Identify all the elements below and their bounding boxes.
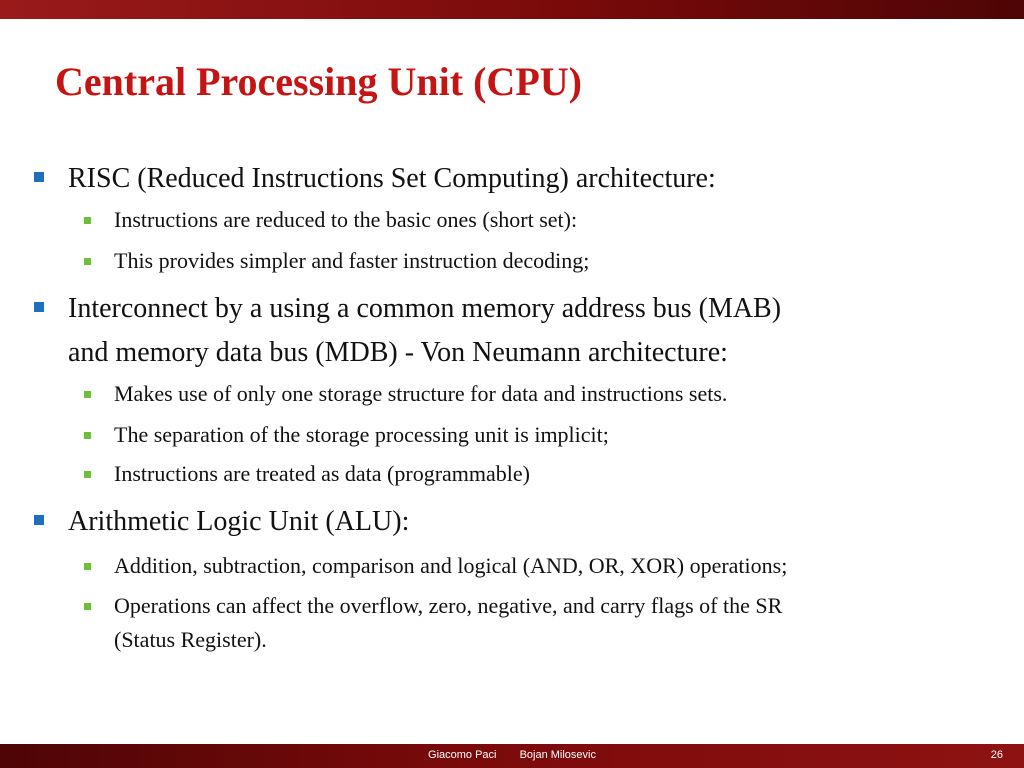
small-square-bullet-icon [84, 258, 91, 265]
sub-bullet-text: This provides simpler and faster instruction decoding; [114, 248, 590, 273]
square-bullet-icon [34, 515, 44, 525]
bullet-text: Interconnect by a using a common memory address bus (MAB) [68, 293, 782, 324]
sub-bullet-text: Instructions are reduced to the basic ones (short set): [114, 207, 578, 232]
sub-bullet-text: The separation of the storage processing unit is implicit; [114, 422, 609, 447]
square-bullet-icon [34, 172, 44, 182]
sub-bullet-text: Instructions are treated as data (programmable) [114, 461, 530, 486]
small-square-bullet-icon [84, 432, 91, 439]
small-square-bullet-icon [84, 391, 91, 398]
square-bullet-icon [34, 302, 44, 312]
bullet-text-continued: and memory data bus (MDB) - Von Neumann architecture: [68, 337, 728, 368]
small-square-bullet-icon [84, 217, 91, 224]
top-decorative-band [0, 0, 1024, 19]
small-square-bullet-icon [84, 471, 91, 478]
bullet-text: RISC (Reduced Instructions Set Computing) architecture: [68, 163, 716, 194]
bullet-text: Arithmetic Logic Unit (ALU): [68, 506, 410, 537]
sub-bullet-text: Addition, subtraction, comparison and logical (AND, OR, XOR) operations; [114, 553, 788, 578]
sub-bullet-text: Operations can affect the overflow, zero, negative, and carry flags of the SR [114, 593, 783, 618]
footer-author-2: Bojan Milosevic [519, 749, 596, 761]
sub-bullet-text: Makes use of only one storage structure for data and instructions sets. [114, 381, 728, 406]
page-number: 26 [990, 749, 1003, 761]
small-square-bullet-icon [84, 563, 91, 570]
footer-authors [0, 748, 1024, 762]
slide-title: Central Processing Unit (CPU) [55, 59, 582, 104]
small-square-bullet-icon [84, 603, 91, 610]
sub-bullet-text-continued: (Status Register). [114, 627, 267, 652]
footer-author-1: Giacomo Paci [428, 749, 497, 761]
